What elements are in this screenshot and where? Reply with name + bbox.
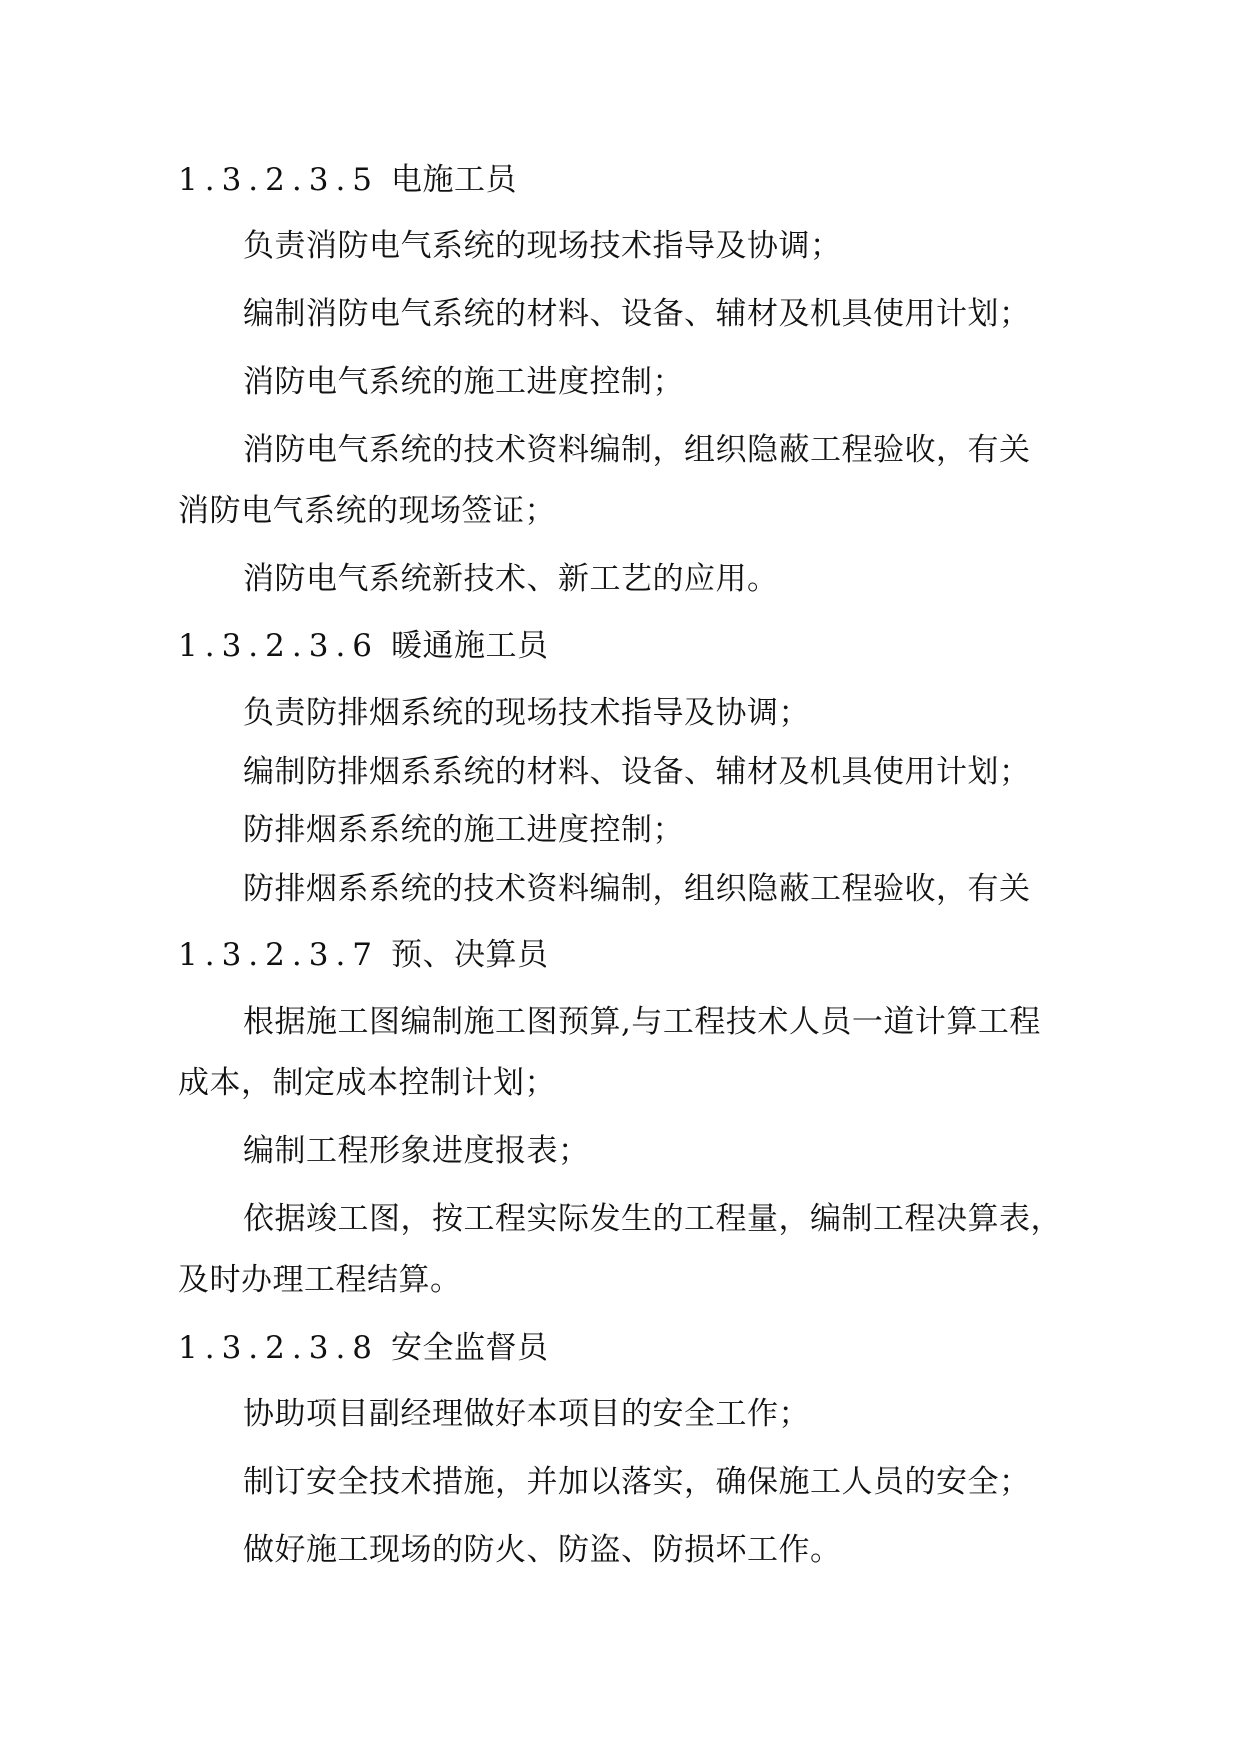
section-heading — [178, 1328, 1088, 1368]
paragraph-line: 消防电气系统的现场签证； — [178, 493, 556, 529]
paragraph-line: 负责消防电气系统的现场技术指导及协调； — [243, 228, 842, 264]
section-number: 1.3.2.3.5 — [178, 162, 380, 198]
paragraph-line: 编制工程形象进度报表； — [243, 1133, 590, 1169]
section-title: 安全监督员 — [391, 1330, 549, 1366]
section-heading — [178, 935, 1088, 975]
paragraph-line: 制订安全技术措施，并加以落实，确保施工人员的安全； — [243, 1464, 1031, 1500]
paragraph-line: 防排烟系系统的施工进度控制； — [243, 812, 684, 848]
section-title: 预、决算员 — [391, 937, 549, 973]
paragraph-line: 编制消防电气系统的材料、设备、辅材及机具使用计划； — [243, 296, 1031, 332]
section-title: 电施工员 — [391, 162, 518, 198]
paragraph-line: 编制防排烟系系统的材料、设备、辅材及机具使用计划； — [243, 754, 1031, 790]
paragraph-line: 消防电气系统新技术、新工艺的应用。 — [243, 561, 779, 597]
section-heading — [178, 160, 1088, 200]
paragraph-line: 成本，制定成本控制计划； — [178, 1065, 556, 1101]
paragraph-line: 根据施工图编制施工图预算,与工程技术人员一道计算工程 — [243, 1004, 1041, 1040]
section-number: 1.3.2.3.8 — [178, 1330, 380, 1366]
section-heading — [178, 626, 1088, 666]
paragraph-line: 做好施工现场的防火、防盗、防损坏工作。 — [243, 1532, 842, 1568]
section-number: 1.3.2.3.7 — [178, 937, 380, 973]
paragraph-line: 防排烟系系统的技术资料编制，组织隐蔽工程验收，有关 — [243, 871, 1031, 907]
paragraph-line: 消防电气系统的施工进度控制； — [243, 364, 684, 400]
paragraph-line: 及时办理工程结算。 — [178, 1262, 462, 1298]
section-title: 暖通施工员 — [391, 628, 549, 664]
paragraph-line: 协助项目副经理做好本项目的安全工作； — [243, 1396, 810, 1432]
section-number: 1.3.2.3.6 — [178, 628, 380, 664]
paragraph-line: 负责防排烟系统的现场技术指导及协调； — [243, 695, 810, 731]
paragraph-line: 依据竣工图，按工程实际发生的工程量，编制工程决算表， — [243, 1201, 1062, 1237]
paragraph-line: 消防电气系统的技术资料编制，组织隐蔽工程验收，有关 — [243, 432, 1031, 468]
